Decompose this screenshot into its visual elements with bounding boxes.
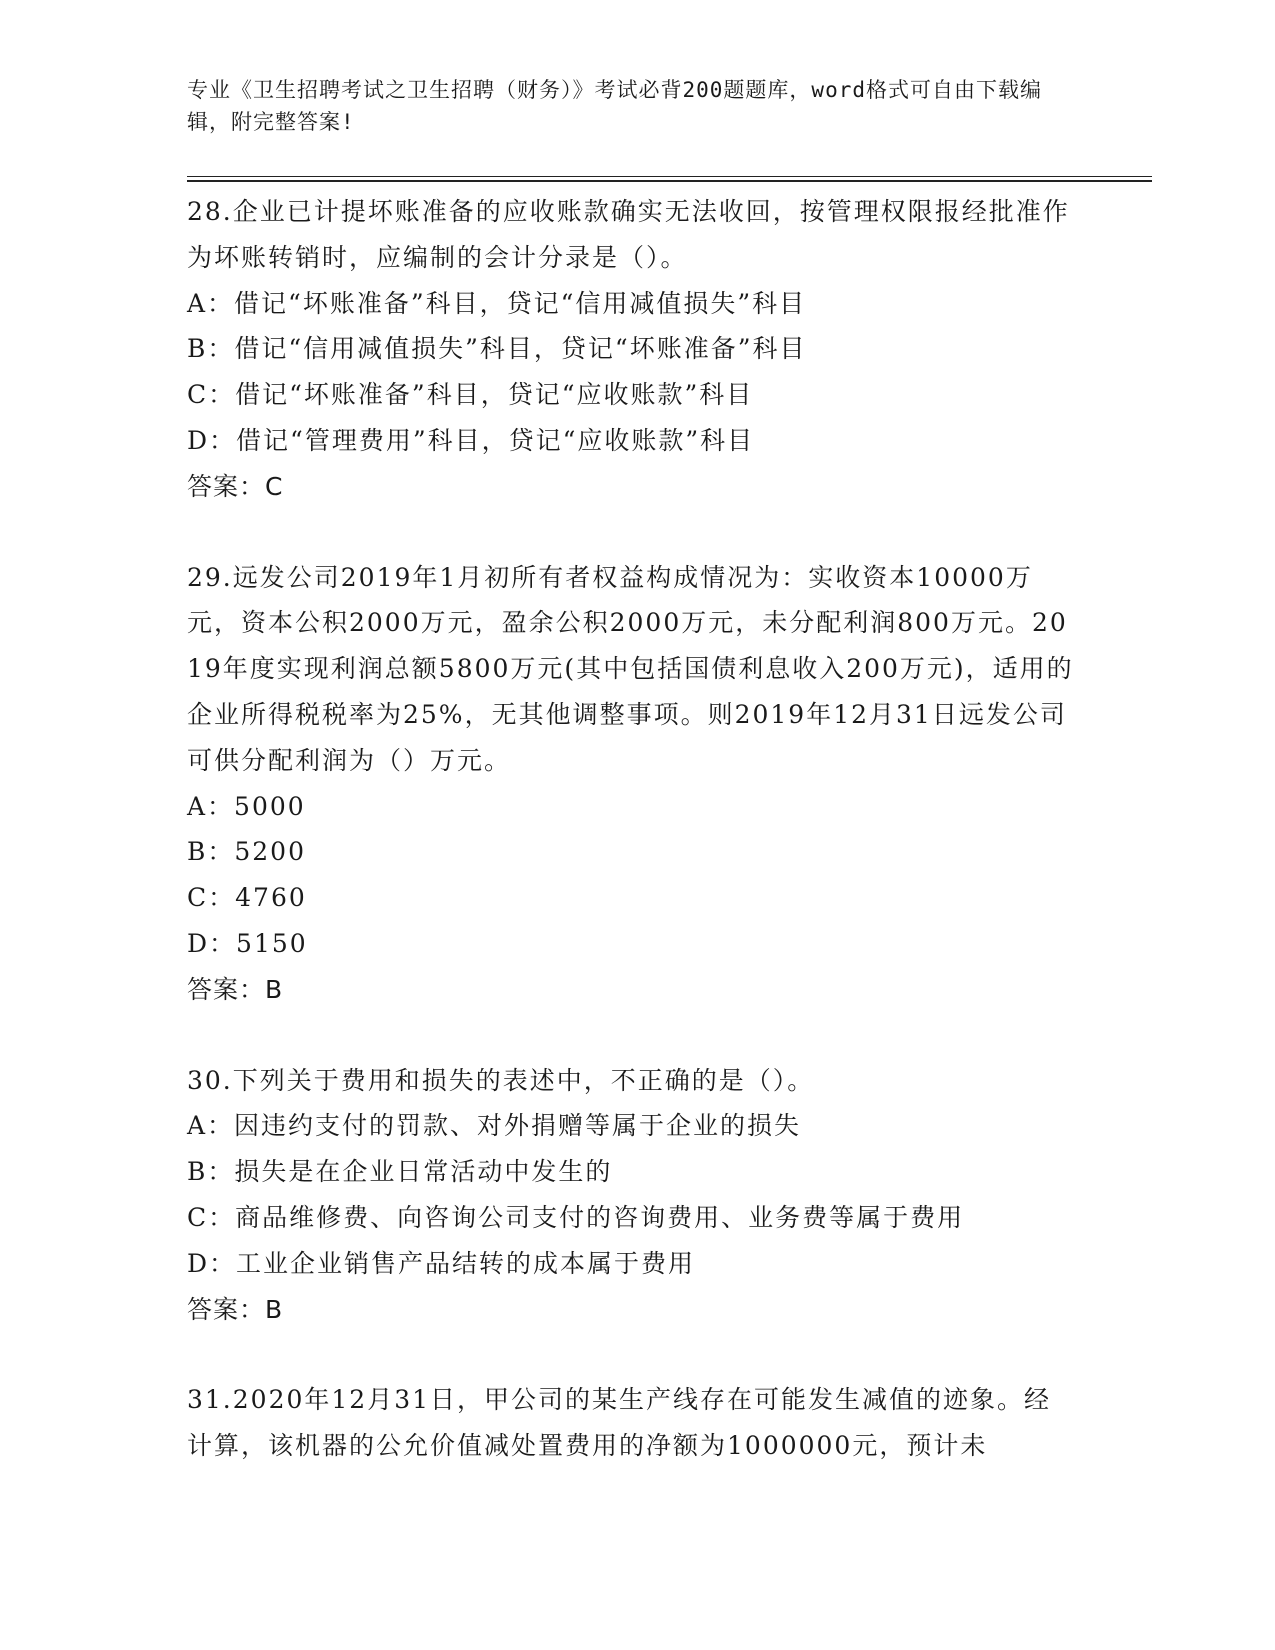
question-stem: 30.下列关于费用和损失的表述中，不正确的是（）。	[187, 1065, 815, 1095]
document-header: 专业《卫生招聘考试之卫生招聘（财务）》考试必背200题题库，word格式可自由下载编辑，附完整答案!	[187, 78, 1042, 134]
question-30	[187, 1058, 1077, 1333]
answer-line: 答案：B	[187, 974, 284, 1004]
option-d: D：工业企业销售产品结转的成本属于费用	[187, 1248, 696, 1278]
question-list	[187, 189, 1077, 1469]
question-stem: 28.企业已计提坏账准备的应收账款确实无法收回，按管理权限报经批准作为坏账转销时，应编制的会计分录是（）。	[187, 197, 1070, 272]
question-stem: 31.2020年12月31日，甲公司的某生产线存在可能发生减值的迹象。经计算，该机器的公允价值减处置费用的净额为1000000元，预计未	[187, 1385, 1052, 1461]
option-a: A：借记“坏账准备”科目，贷记“信用减值损失”科目	[187, 288, 807, 318]
answer-line: 答案：B	[187, 1294, 284, 1324]
question-28	[187, 189, 1077, 510]
option-a: A：5000	[187, 791, 306, 821]
option-b: B：借记“信用减值损失”科目，贷记“坏账准备”科目	[187, 334, 807, 364]
option-b: B：5200	[187, 837, 306, 867]
option-c: C：借记“坏账准备”科目，贷记“应收账款”科目	[187, 380, 754, 410]
question-stem: 29.远发公司2019年1月初所有者权益构成情况为：实收资本10000万元，资本公积2000万元，盈余公积2000万元，未分配利润800万元。2019年度实现利润总额5800万元(其中包括国债利息收入200万元)，适用的企业所得税税率为25%，无其他调整事项。则2019年12月31日远发公司可供分配利润为（）万元。	[187, 562, 1074, 775]
spacer	[187, 1332, 1077, 1377]
question-29	[187, 555, 1077, 1013]
option-c: C：商品维修费、向咨询公司支付的咨询费用、业务费等属于费用	[187, 1202, 965, 1232]
option-d: D：借记“管理费用”科目，贷记“应收账款”科目	[187, 425, 755, 455]
answer-line: 答案：C	[187, 471, 284, 501]
option-d: D：5150	[187, 928, 308, 958]
option-c: C：4760	[187, 883, 307, 913]
spacer	[187, 1013, 1077, 1058]
option-b: B：损失是在企业日常活动中发生的	[187, 1157, 613, 1187]
option-a: A：因违约支付的罚款、对外捐赠等属于企业的损失	[187, 1111, 802, 1141]
header-divider-thin	[187, 176, 1152, 177]
question-31	[187, 1377, 1077, 1469]
header-divider-thick	[187, 180, 1152, 182]
spacer	[187, 510, 1077, 555]
